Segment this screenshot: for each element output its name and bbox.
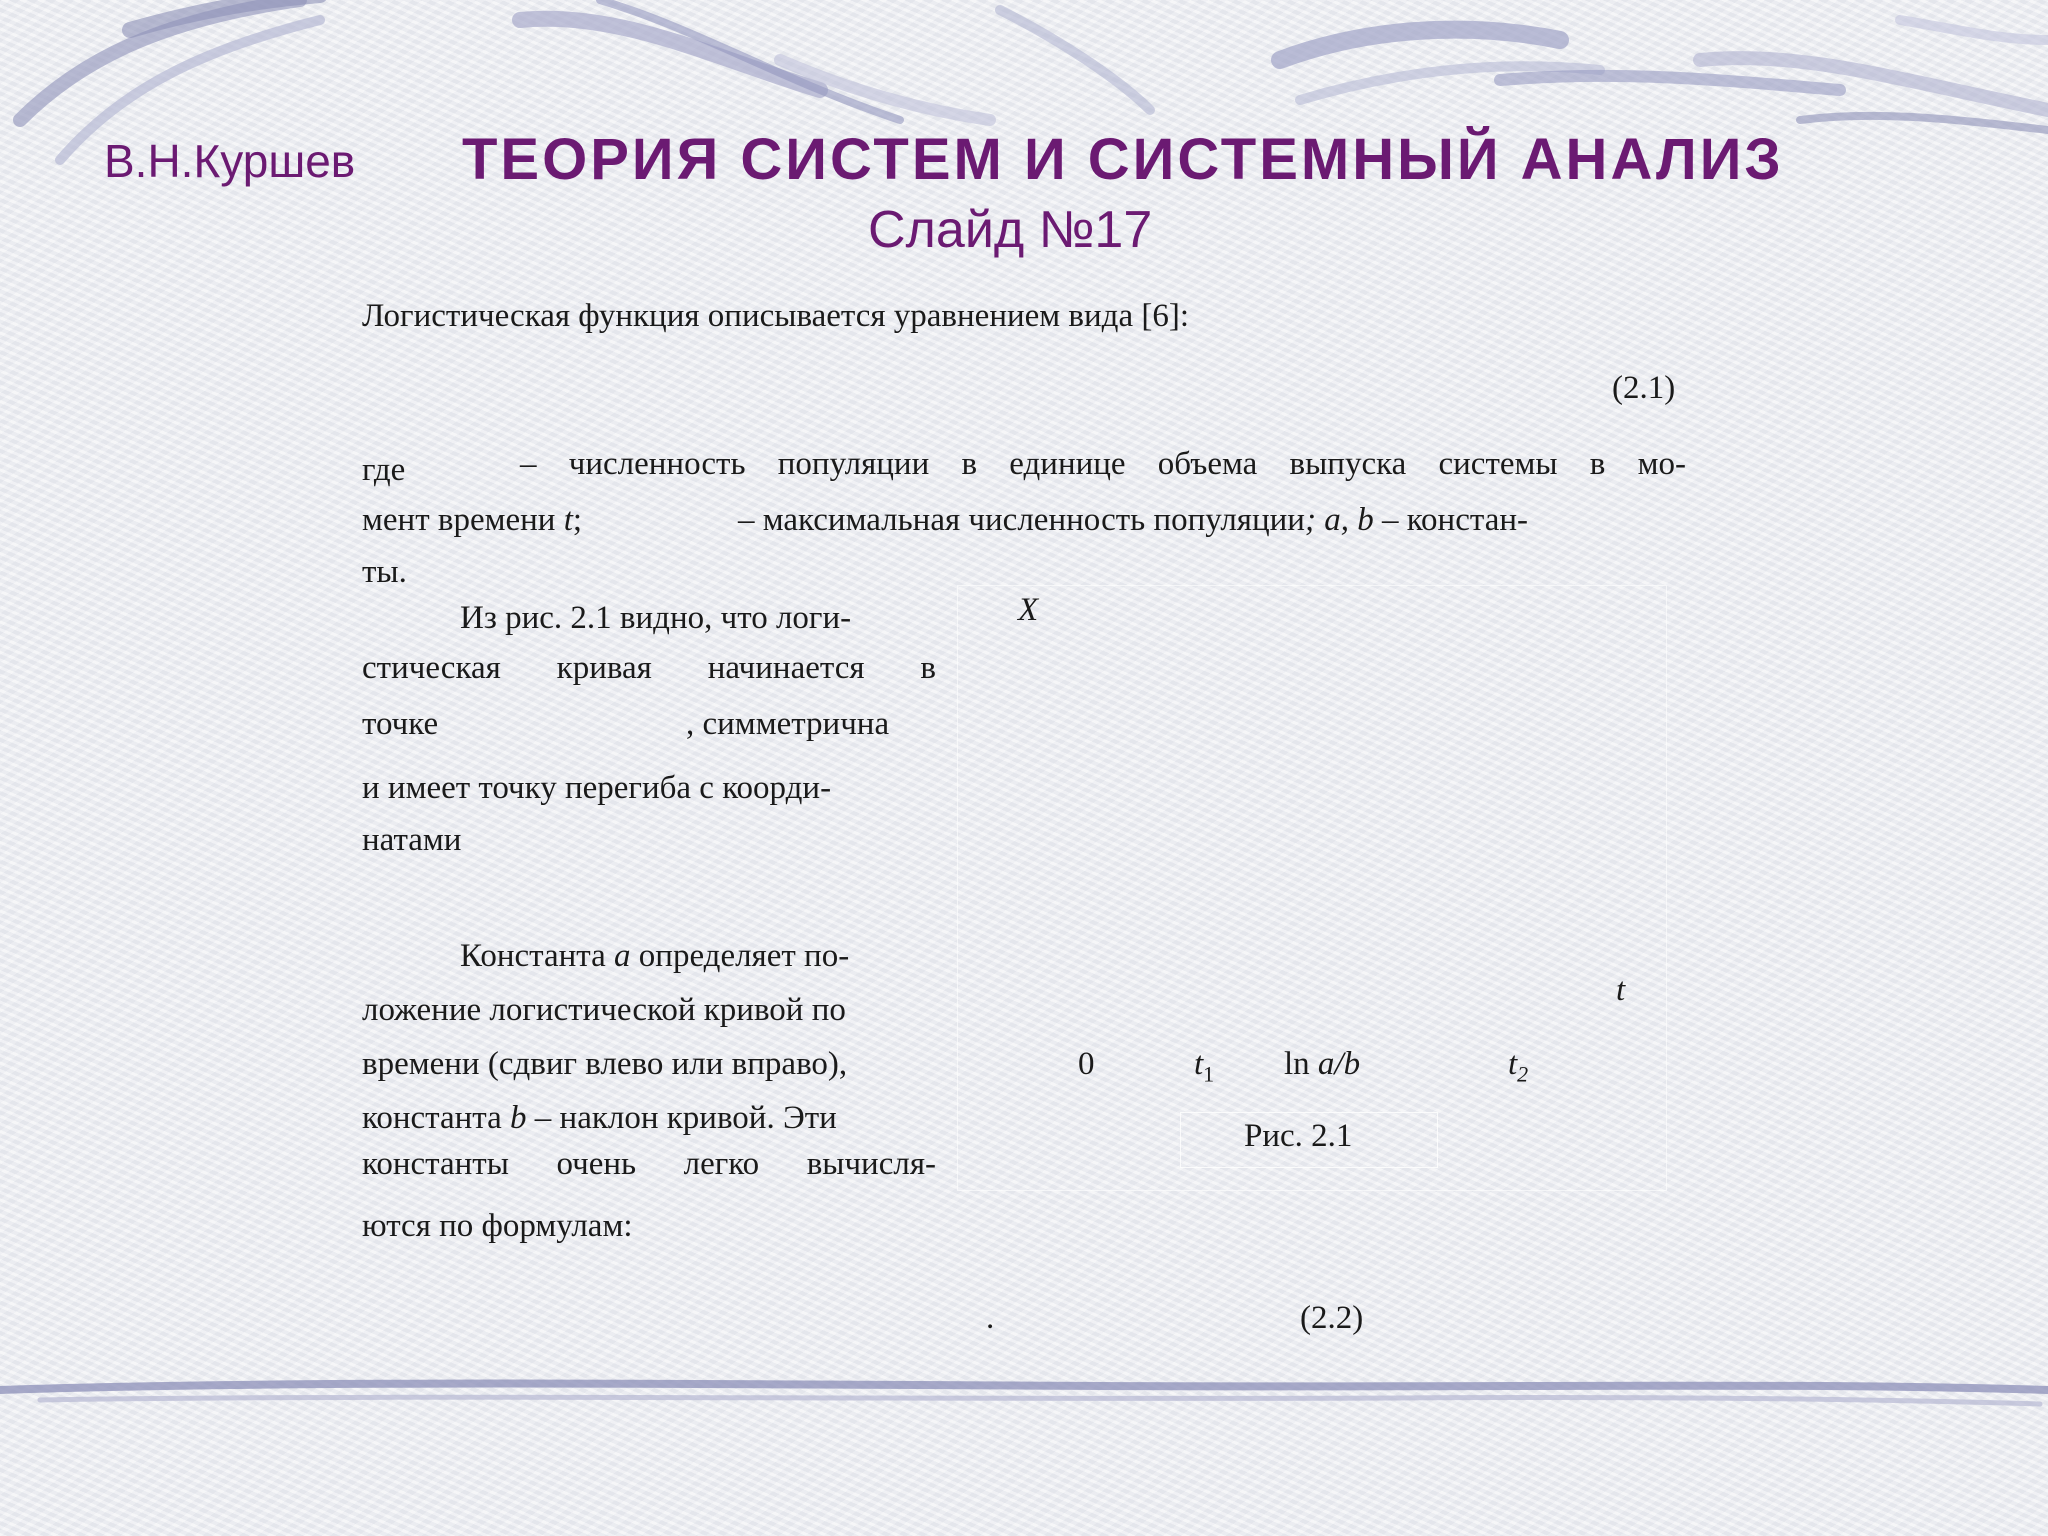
equation-number-2-2: (2.2): [1300, 1300, 1364, 1336]
left-text-line-3a: точке: [362, 706, 439, 742]
left-text-line-2: стическая кривая начинается в: [362, 650, 936, 686]
const-text-line-5: константы очень легко вычисля-: [362, 1146, 936, 1182]
figure-x-axis-label: t: [1616, 972, 1626, 1008]
left-text-line-5: натами: [362, 822, 462, 858]
decorative-swoosh-bottom: [0, 1360, 2048, 1420]
slide-title: ТЕОРИЯ СИСТЕМ И СИСТЕМНЫЙ АНАЛИЗ: [462, 127, 1784, 192]
where-line-2: мент времени t;: [362, 502, 583, 538]
intro-text: Логистическая функция описывается уравнением вида [6]:: [362, 298, 1189, 334]
const-text-line-4: константа b – наклон кривой. Эти: [362, 1100, 837, 1136]
figure-y-axis-label: X: [1018, 592, 1039, 628]
left-text-line-1: Из рис. 2.1 видно, что логи-: [460, 600, 852, 636]
left-text-line-4: и имеет точку перегиба с коорди-: [362, 770, 832, 806]
const-text-line-2: ложение логистической кривой по: [362, 992, 846, 1028]
figure-caption: Рис. 2.1: [1244, 1118, 1353, 1154]
figure-tick-t2: $t_2$: [1508, 1046, 1529, 1087]
author-name: В.Н.Куршев: [104, 135, 356, 187]
figure-tick-zero: 0: [1078, 1046, 1095, 1082]
figure-2-1-frame: [957, 585, 1667, 1191]
const-text-line-1: Константа a определяет по-: [460, 938, 850, 974]
where-line-2-definition: – максимальная численность популяции; a, b – констан-: [738, 502, 1528, 538]
where-label: где: [362, 452, 406, 488]
const-text-line-3: времени (сдвиг влево или вправо),: [362, 1046, 848, 1082]
equation-number-2-1: (2.1): [1612, 370, 1676, 406]
equation-2-2-dot: .: [986, 1300, 995, 1336]
const-text-line-6: ются по формулам:: [362, 1208, 633, 1244]
figure-tick-t1: $t_1$: [1194, 1046, 1215, 1087]
left-text-line-3b: , симметрична: [686, 706, 890, 742]
where-line-1: – численность популяции в единице объема выпуска системы в мо-: [520, 446, 1686, 482]
where-line-3: ты.: [362, 554, 407, 590]
figure-tick-ln-a-b: ln a/b: [1284, 1046, 1361, 1082]
slide-number: Слайд №17: [868, 201, 1153, 259]
